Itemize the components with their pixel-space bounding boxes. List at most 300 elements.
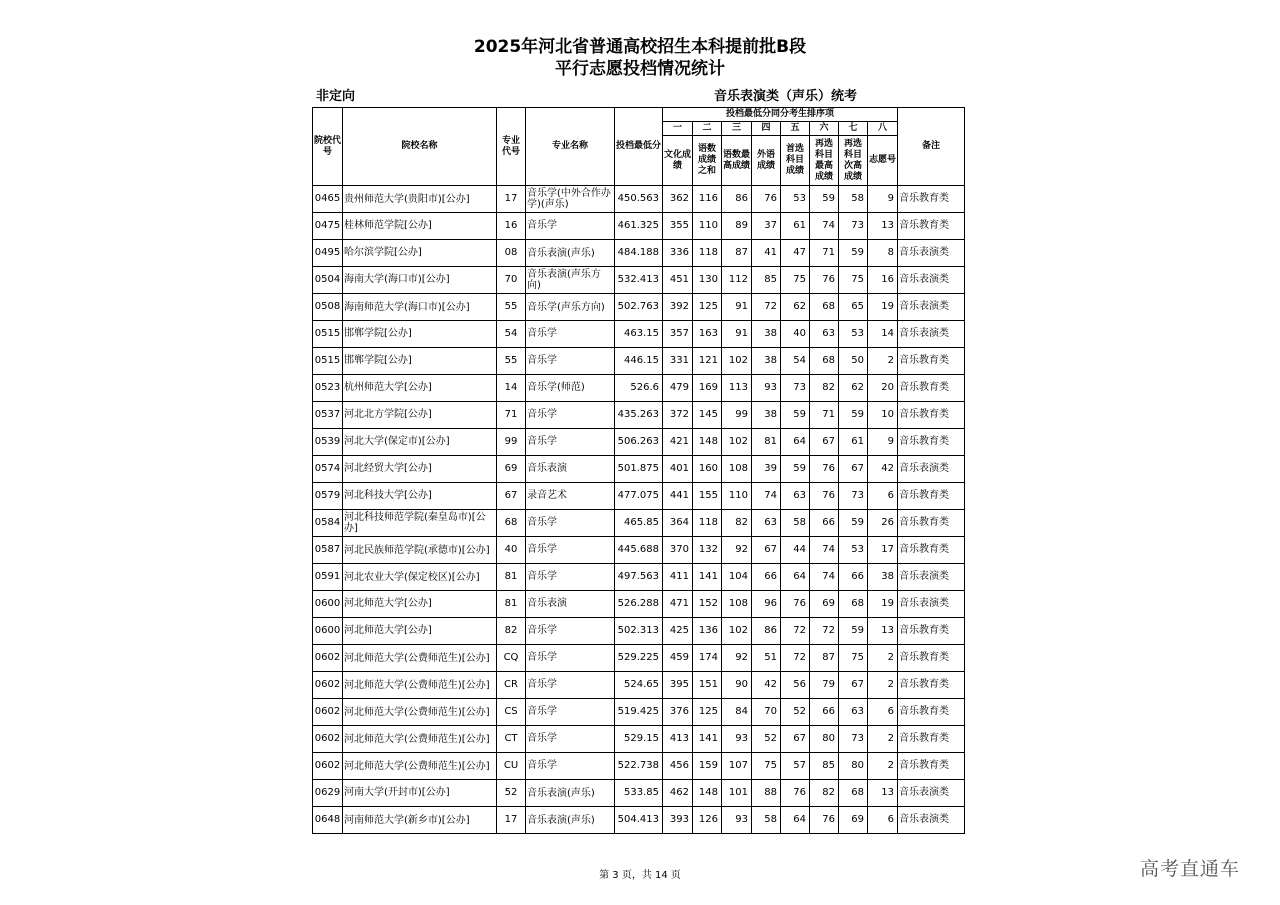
cell-elective-max: 66 <box>810 510 839 537</box>
cell-preference-no: 9 <box>868 186 898 213</box>
cell-preference-no: 14 <box>868 321 898 348</box>
subtitle-category: 非定向 <box>316 89 356 104</box>
cell-chn-math-sum: 151 <box>693 672 722 699</box>
cell-first-subject: 44 <box>781 537 810 564</box>
cell-min-score: 519.425 <box>615 699 663 726</box>
cell-min-score: 526.6 <box>615 375 663 402</box>
cell-elective-max: 85 <box>810 753 839 780</box>
cell-school-code: 0648 <box>313 807 343 834</box>
cell-major-code: CU <box>497 753 526 780</box>
cell-preference-no: 13 <box>868 780 898 807</box>
table-row <box>313 213 965 240</box>
cell-chn-math-sum: 152 <box>693 591 722 618</box>
header-rank-item: 再选科目最高成绩 <box>810 136 839 186</box>
cell-culture-score: 421 <box>663 429 693 456</box>
cell-foreign-lang: 41 <box>752 240 781 267</box>
cell-remark: 音乐表演类 <box>898 564 965 591</box>
cell-elective-second: 73 <box>839 483 868 510</box>
cell-elective-second: 66 <box>839 564 868 591</box>
cell-first-subject: 47 <box>781 240 810 267</box>
cell-major-code: 81 <box>497 564 526 591</box>
cell-major-name: 音乐学 <box>526 564 615 591</box>
page-title-line2: 平行志愿投档情况统计 <box>555 59 725 79</box>
header-rank-item: 首选科目成绩 <box>781 136 810 186</box>
cell-culture-score: 392 <box>663 294 693 321</box>
cell-remark: 音乐教育类 <box>898 753 965 780</box>
cell-elective-max: 68 <box>810 348 839 375</box>
cell-chn-math-sum: 116 <box>693 186 722 213</box>
table-row <box>313 618 965 645</box>
cell-major-name: 音乐学 <box>526 699 615 726</box>
cell-chn-math-sum: 141 <box>693 726 722 753</box>
cell-min-score: 450.563 <box>615 186 663 213</box>
cell-school-code: 0629 <box>313 780 343 807</box>
cell-culture-score: 451 <box>663 267 693 294</box>
cell-school-name: 河北经贸大学[公办] <box>343 456 497 483</box>
header-rank-group: 投档最低分同分考生排序项 <box>663 108 898 122</box>
cell-elective-second: 65 <box>839 294 868 321</box>
cell-chn-math-max: 110 <box>722 483 752 510</box>
cell-chn-math-max: 112 <box>722 267 752 294</box>
subtitle-major-type: 音乐表演类（声乐）统考 <box>714 89 858 104</box>
cell-major-code: 40 <box>497 537 526 564</box>
cell-foreign-lang: 76 <box>752 186 781 213</box>
cell-min-score: 502.313 <box>615 618 663 645</box>
header-school-name: 院校名称 <box>343 108 497 186</box>
cell-elective-second: 75 <box>839 267 868 294</box>
table-row <box>313 294 965 321</box>
cell-preference-no: 2 <box>868 726 898 753</box>
header-rank-number: 三 <box>722 122 752 136</box>
cell-school-name: 哈尔滨学院[公办] <box>343 240 497 267</box>
cell-culture-score: 336 <box>663 240 693 267</box>
cell-culture-score: 471 <box>663 591 693 618</box>
cell-culture-score: 411 <box>663 564 693 591</box>
header-rank-number: 二 <box>693 122 722 136</box>
cell-remark: 音乐教育类 <box>898 537 965 564</box>
cell-major-name: 音乐学 <box>526 537 615 564</box>
cell-major-code: 99 <box>497 429 526 456</box>
cell-first-subject: 64 <box>781 807 810 834</box>
cell-foreign-lang: 93 <box>752 375 781 402</box>
header-major-name: 专业名称 <box>526 108 615 186</box>
cell-school-name: 桂林师范学院[公办] <box>343 213 497 240</box>
cell-first-subject: 52 <box>781 699 810 726</box>
cell-major-name: 音乐学(师范) <box>526 375 615 402</box>
cell-first-subject: 59 <box>781 456 810 483</box>
cell-elective-second: 67 <box>839 456 868 483</box>
cell-culture-score: 459 <box>663 645 693 672</box>
header-rank-item: 语数成绩之和 <box>693 136 722 186</box>
cell-school-code: 0475 <box>313 213 343 240</box>
cell-culture-score: 462 <box>663 780 693 807</box>
cell-first-subject: 72 <box>781 618 810 645</box>
cell-elective-second: 59 <box>839 510 868 537</box>
cell-preference-no: 20 <box>868 375 898 402</box>
cell-major-code: 55 <box>497 294 526 321</box>
cell-school-code: 0508 <box>313 294 343 321</box>
cell-chn-math-sum: 125 <box>693 294 722 321</box>
header-rank-number: 一 <box>663 122 693 136</box>
cell-school-code: 0504 <box>313 267 343 294</box>
table-row <box>313 186 965 213</box>
cell-school-code: 0602 <box>313 645 343 672</box>
cell-foreign-lang: 51 <box>752 645 781 672</box>
cell-preference-no: 10 <box>868 402 898 429</box>
cell-chn-math-sum: 169 <box>693 375 722 402</box>
header-rank-item: 志愿号 <box>868 136 898 186</box>
cell-elective-max: 74 <box>810 564 839 591</box>
cell-chn-math-sum: 132 <box>693 537 722 564</box>
header-min-score: 投档最低分 <box>615 108 663 186</box>
cell-foreign-lang: 38 <box>752 321 781 348</box>
cell-culture-score: 355 <box>663 213 693 240</box>
cell-foreign-lang: 58 <box>752 807 781 834</box>
cell-chn-math-sum: 110 <box>693 213 722 240</box>
table-row <box>313 483 965 510</box>
header-rank-number: 五 <box>781 122 810 136</box>
cell-major-name: 音乐学 <box>526 429 615 456</box>
cell-preference-no: 26 <box>868 510 898 537</box>
cell-min-score: 522.738 <box>615 753 663 780</box>
cell-remark: 音乐教育类 <box>898 483 965 510</box>
cell-elective-max: 82 <box>810 375 839 402</box>
header-rank-number: 六 <box>810 122 839 136</box>
cell-school-name: 贵州师范大学(贵阳市)[公办] <box>343 186 497 213</box>
cell-school-name: 河北科技大学[公办] <box>343 483 497 510</box>
cell-foreign-lang: 38 <box>752 348 781 375</box>
cell-min-score: 445.688 <box>615 537 663 564</box>
cell-elective-max: 76 <box>810 483 839 510</box>
cell-remark: 音乐教育类 <box>898 348 965 375</box>
table-row <box>313 321 965 348</box>
cell-culture-score: 441 <box>663 483 693 510</box>
cell-major-code: CS <box>497 699 526 726</box>
cell-school-name: 河北大学(保定市)[公办] <box>343 429 497 456</box>
cell-foreign-lang: 72 <box>752 294 781 321</box>
cell-elective-max: 69 <box>810 591 839 618</box>
cell-first-subject: 58 <box>781 510 810 537</box>
cell-elective-max: 68 <box>810 294 839 321</box>
cell-chn-math-max: 82 <box>722 510 752 537</box>
cell-elective-second: 50 <box>839 348 868 375</box>
cell-chn-math-max: 102 <box>722 348 752 375</box>
header-rank-number: 四 <box>752 122 781 136</box>
cell-major-name: 音乐学 <box>526 510 615 537</box>
cell-foreign-lang: 52 <box>752 726 781 753</box>
table-row <box>313 564 965 591</box>
cell-school-code: 0465 <box>313 186 343 213</box>
cell-elective-second: 67 <box>839 672 868 699</box>
header-rank-item: 再选科目次高成绩 <box>839 136 868 186</box>
cell-foreign-lang: 63 <box>752 510 781 537</box>
cell-elective-second: 62 <box>839 375 868 402</box>
cell-elective-max: 66 <box>810 699 839 726</box>
cell-first-subject: 59 <box>781 402 810 429</box>
page-footer: 第 3 页，共 14 页 <box>599 870 681 881</box>
cell-remark: 音乐表演类 <box>898 807 965 834</box>
cell-school-name: 河北北方学院[公办] <box>343 402 497 429</box>
cell-foreign-lang: 66 <box>752 564 781 591</box>
cell-foreign-lang: 67 <box>752 537 781 564</box>
cell-culture-score: 331 <box>663 348 693 375</box>
cell-chn-math-sum: 130 <box>693 267 722 294</box>
cell-chn-math-sum: 126 <box>693 807 722 834</box>
cell-culture-score: 456 <box>663 753 693 780</box>
cell-chn-math-sum: 118 <box>693 510 722 537</box>
cell-major-code: CT <box>497 726 526 753</box>
cell-major-code: 52 <box>497 780 526 807</box>
cell-chn-math-sum: 136 <box>693 618 722 645</box>
cell-culture-score: 395 <box>663 672 693 699</box>
cell-foreign-lang: 88 <box>752 780 781 807</box>
cell-preference-no: 2 <box>868 753 898 780</box>
cell-school-name: 河北师范大学(公费师范生)[公办] <box>343 645 497 672</box>
cell-elective-second: 73 <box>839 726 868 753</box>
cell-school-code: 0602 <box>313 753 343 780</box>
cell-chn-math-sum: 155 <box>693 483 722 510</box>
cell-chn-math-max: 104 <box>722 564 752 591</box>
cell-school-code: 0537 <box>313 402 343 429</box>
cell-first-subject: 62 <box>781 294 810 321</box>
cell-min-score: 526.288 <box>615 591 663 618</box>
table-row <box>313 537 965 564</box>
cell-culture-score: 357 <box>663 321 693 348</box>
cell-school-code: 0600 <box>313 591 343 618</box>
cell-min-score: 532.413 <box>615 267 663 294</box>
cell-chn-math-max: 102 <box>722 618 752 645</box>
cell-chn-math-sum: 148 <box>693 780 722 807</box>
cell-school-name: 杭州师范大学[公办] <box>343 375 497 402</box>
cell-chn-math-max: 92 <box>722 645 752 672</box>
cell-culture-score: 372 <box>663 402 693 429</box>
cell-remark: 音乐表演类 <box>898 267 965 294</box>
admission-table <box>312 107 965 834</box>
cell-min-score: 524.65 <box>615 672 663 699</box>
cell-school-code: 0579 <box>313 483 343 510</box>
page-title-line1: 2025年河北省普通高校招生本科提前批B段 <box>473 37 807 57</box>
cell-remark: 音乐教育类 <box>898 375 965 402</box>
cell-school-name: 河北师范大学(公费师范生)[公办] <box>343 672 497 699</box>
cell-min-score: 463.15 <box>615 321 663 348</box>
cell-elective-max: 82 <box>810 780 839 807</box>
cell-foreign-lang: 38 <box>752 402 781 429</box>
cell-preference-no: 17 <box>868 537 898 564</box>
cell-culture-score: 413 <box>663 726 693 753</box>
table-row <box>313 429 965 456</box>
cell-foreign-lang: 74 <box>752 483 781 510</box>
cell-elective-second: 53 <box>839 537 868 564</box>
cell-elective-second: 58 <box>839 186 868 213</box>
cell-preference-no: 19 <box>868 294 898 321</box>
cell-chn-math-max: 91 <box>722 294 752 321</box>
cell-preference-no: 2 <box>868 645 898 672</box>
header-rank-number: 七 <box>839 122 868 136</box>
cell-school-name: 邯郸学院[公办] <box>343 321 497 348</box>
cell-school-code: 0574 <box>313 456 343 483</box>
cell-foreign-lang: 37 <box>752 213 781 240</box>
cell-major-code: 16 <box>497 213 526 240</box>
cell-school-name: 河北师范大学(公费师范生)[公办] <box>343 726 497 753</box>
cell-school-name: 海南师范大学(海口市)[公办] <box>343 294 497 321</box>
cell-major-code: 71 <box>497 402 526 429</box>
cell-elective-max: 71 <box>810 240 839 267</box>
cell-school-code: 0515 <box>313 321 343 348</box>
cell-remark: 音乐表演类 <box>898 294 965 321</box>
header-remark: 备注 <box>898 108 965 186</box>
table-row <box>313 348 965 375</box>
cell-preference-no: 6 <box>868 483 898 510</box>
table-row <box>313 672 965 699</box>
cell-culture-score: 364 <box>663 510 693 537</box>
cell-remark: 音乐教育类 <box>898 645 965 672</box>
cell-major-code: 69 <box>497 456 526 483</box>
cell-min-score: 446.15 <box>615 348 663 375</box>
cell-elective-max: 80 <box>810 726 839 753</box>
cell-first-subject: 40 <box>781 321 810 348</box>
cell-major-code: CR <box>497 672 526 699</box>
cell-chn-math-sum: 163 <box>693 321 722 348</box>
cell-preference-no: 19 <box>868 591 898 618</box>
cell-elective-second: 73 <box>839 213 868 240</box>
cell-major-name: 音乐表演(声乐) <box>526 240 615 267</box>
cell-preference-no: 8 <box>868 240 898 267</box>
cell-school-name: 河北科技师范学院(秦皇岛市)[公办] <box>343 510 497 537</box>
cell-school-code: 0587 <box>313 537 343 564</box>
cell-foreign-lang: 96 <box>752 591 781 618</box>
cell-culture-score: 362 <box>663 186 693 213</box>
cell-remark: 音乐教育类 <box>898 672 965 699</box>
table-row <box>313 510 965 537</box>
cell-elective-second: 80 <box>839 753 868 780</box>
cell-remark: 音乐教育类 <box>898 186 965 213</box>
cell-preference-no: 2 <box>868 672 898 699</box>
cell-foreign-lang: 39 <box>752 456 781 483</box>
cell-elective-second: 53 <box>839 321 868 348</box>
cell-major-code: 17 <box>497 807 526 834</box>
cell-first-subject: 54 <box>781 348 810 375</box>
cell-school-code: 0602 <box>313 699 343 726</box>
cell-preference-no: 16 <box>868 267 898 294</box>
cell-school-code: 0539 <box>313 429 343 456</box>
cell-elective-max: 76 <box>810 456 839 483</box>
cell-school-code: 0523 <box>313 375 343 402</box>
cell-school-code: 0602 <box>313 672 343 699</box>
cell-school-name: 河北农业大学(保定校区)[公办] <box>343 564 497 591</box>
cell-foreign-lang: 86 <box>752 618 781 645</box>
cell-chn-math-max: 86 <box>722 186 752 213</box>
cell-min-score: 506.263 <box>615 429 663 456</box>
cell-chn-math-max: 92 <box>722 537 752 564</box>
header-major-code: 专业代号 <box>497 108 526 186</box>
cell-remark: 音乐教育类 <box>898 618 965 645</box>
cell-school-name: 邯郸学院[公办] <box>343 348 497 375</box>
cell-min-score: 501.875 <box>615 456 663 483</box>
table-row <box>313 267 965 294</box>
cell-elective-max: 71 <box>810 402 839 429</box>
cell-preference-no: 38 <box>868 564 898 591</box>
cell-major-code: 67 <box>497 483 526 510</box>
cell-chn-math-max: 113 <box>722 375 752 402</box>
cell-school-code: 0600 <box>313 618 343 645</box>
cell-foreign-lang: 75 <box>752 753 781 780</box>
cell-first-subject: 61 <box>781 213 810 240</box>
header-rank-item: 语数最高成绩 <box>722 136 752 186</box>
header-school-code: 院校代号 <box>313 108 343 186</box>
cell-elective-max: 72 <box>810 618 839 645</box>
cell-min-score: 465.85 <box>615 510 663 537</box>
cell-school-name: 海南大学(海口市)[公办] <box>343 267 497 294</box>
cell-culture-score: 376 <box>663 699 693 726</box>
cell-elective-max: 63 <box>810 321 839 348</box>
cell-elective-second: 75 <box>839 645 868 672</box>
cell-chn-math-max: 93 <box>722 726 752 753</box>
watermark-text: 高考直通车 <box>1140 858 1241 880</box>
cell-first-subject: 63 <box>781 483 810 510</box>
cell-chn-math-sum: 148 <box>693 429 722 456</box>
cell-preference-no: 9 <box>868 429 898 456</box>
header-rank-item: 文化成绩 <box>663 136 693 186</box>
cell-remark: 音乐教育类 <box>898 402 965 429</box>
cell-chn-math-max: 101 <box>722 780 752 807</box>
table-row <box>313 375 965 402</box>
table-row <box>313 753 965 780</box>
cell-elective-max: 76 <box>810 267 839 294</box>
cell-elective-max: 74 <box>810 213 839 240</box>
cell-remark: 音乐表演类 <box>898 456 965 483</box>
cell-foreign-lang: 85 <box>752 267 781 294</box>
cell-first-subject: 76 <box>781 780 810 807</box>
cell-first-subject: 73 <box>781 375 810 402</box>
cell-chn-math-max: 108 <box>722 591 752 618</box>
cell-elective-second: 69 <box>839 807 868 834</box>
cell-major-name: 录音艺术 <box>526 483 615 510</box>
cell-elective-second: 68 <box>839 591 868 618</box>
cell-first-subject: 56 <box>781 672 810 699</box>
cell-chn-math-max: 84 <box>722 699 752 726</box>
cell-major-code: 81 <box>497 591 526 618</box>
cell-chn-math-max: 87 <box>722 240 752 267</box>
cell-remark: 音乐表演类 <box>898 780 965 807</box>
cell-major-name: 音乐学 <box>526 672 615 699</box>
table-row <box>313 402 965 429</box>
table-row <box>313 240 965 267</box>
cell-elective-max: 87 <box>810 645 839 672</box>
cell-elective-second: 68 <box>839 780 868 807</box>
cell-culture-score: 479 <box>663 375 693 402</box>
cell-chn-math-sum: 160 <box>693 456 722 483</box>
cell-first-subject: 76 <box>781 591 810 618</box>
cell-preference-no: 42 <box>868 456 898 483</box>
cell-foreign-lang: 81 <box>752 429 781 456</box>
cell-min-score: 529.15 <box>615 726 663 753</box>
cell-remark: 音乐表演类 <box>898 591 965 618</box>
cell-first-subject: 67 <box>781 726 810 753</box>
cell-culture-score: 425 <box>663 618 693 645</box>
cell-school-code: 0602 <box>313 726 343 753</box>
cell-min-score: 497.563 <box>615 564 663 591</box>
cell-foreign-lang: 42 <box>752 672 781 699</box>
cell-elective-max: 74 <box>810 537 839 564</box>
cell-elective-max: 76 <box>810 807 839 834</box>
cell-school-name: 河北民族师范学院(承德市)[公办] <box>343 537 497 564</box>
cell-preference-no: 6 <box>868 807 898 834</box>
cell-first-subject: 57 <box>781 753 810 780</box>
cell-chn-math-max: 99 <box>722 402 752 429</box>
cell-min-score: 477.075 <box>615 483 663 510</box>
cell-major-name: 音乐学 <box>526 753 615 780</box>
cell-school-code: 0515 <box>313 348 343 375</box>
